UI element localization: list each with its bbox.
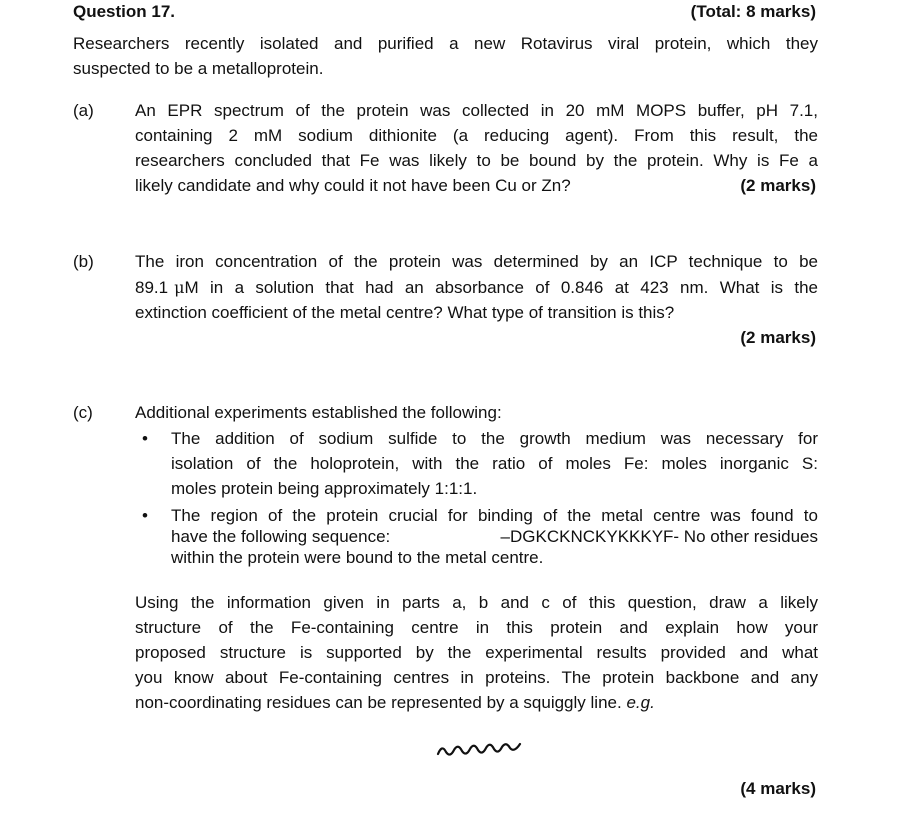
bullet-1-line-3: moles protein being approximately 1:1:1. [171,479,478,498]
intro-line-2: suspected to be a metalloprotein. [73,59,324,78]
binding-sequence: –DGKCKNCKYKKKYF- No other residues [500,527,818,546]
part-c-marks: (4 marks) [740,779,816,798]
task-line-3: proposed structure is supported by the experimental results provided and what [135,643,818,662]
bullet-1-line-2: isolation of the holoprotein, with the ratio of moles Fe: moles inorganic S: [171,454,818,473]
task-line-5-text: non-coordinating residues can be represented by a squiggly line. [135,693,622,712]
bullet-1-line-1: The addition of sodium sulfide to the growth medium was necessary for [171,429,818,448]
task-line-1: Using the information given in parts a, b and c of this question, draw a likely [135,593,818,612]
part-a-line-3: researchers concluded that Fe was likely to be bound by the protein. Why is Fe a [135,151,818,170]
part-c-intro: Additional experiments established the following: [135,403,502,422]
total-marks: (Total: 8 marks) [690,2,816,21]
bullet-2-line-2 [171,527,818,547]
intro-line-1: Researchers recently isolated and purified a new Rotavirus viral protein, which they [73,34,818,53]
part-b-line-2 [135,278,818,298]
part-a-marks: (2 marks) [740,176,816,195]
part-b-line-1: The iron concentration of the protein was determined by an ICP technique to be [135,252,818,271]
part-b-line-2-rest: M in a solution that had an absorbance of 0.846 at 423 nm. What is the [184,278,818,297]
bullet-1-marker: • [142,429,148,448]
task-line-2: structure of the Fe-containing centre in this protein and explain how your [135,618,818,637]
part-b-line-3: extinction coefficient of the metal centre? What type of transition is this? [135,303,675,322]
bullet-2-marker: • [142,506,148,525]
bullet-2-line-1: The region of the protein crucial for binding of the metal centre was found to [171,506,818,525]
part-c-label: (c) [73,403,93,422]
micro-symbol: μ [174,278,185,297]
iron-concentration-value: 89.1 [135,278,169,297]
squiggly-line-icon [436,738,526,760]
part-a-label: (a) [73,101,94,120]
part-a-line-1: An EPR spectrum of the protein was collected in 20 mM MOPS buffer, pH 7.1, [135,101,818,120]
part-a-line-4: likely candidate and why could it not have been Cu or Zn? [135,176,571,195]
question-title: Question 17. [73,2,176,21]
part-a-line-2: containing 2 mM sodium dithionite (a reducing agent). From this result, the [135,126,818,145]
part-b-marks: (2 marks) [740,328,816,347]
part-b-label: (b) [73,252,94,271]
task-line-5 [135,693,655,713]
bullet-2-line-3: within the protein were bound to the metal centre. [171,548,544,567]
task-eg: e.g. [626,693,655,712]
sequence-label: have the following sequence: [171,527,391,546]
task-line-4: you know about Fe-containing centres in proteins. The protein backbone and any [135,668,818,687]
